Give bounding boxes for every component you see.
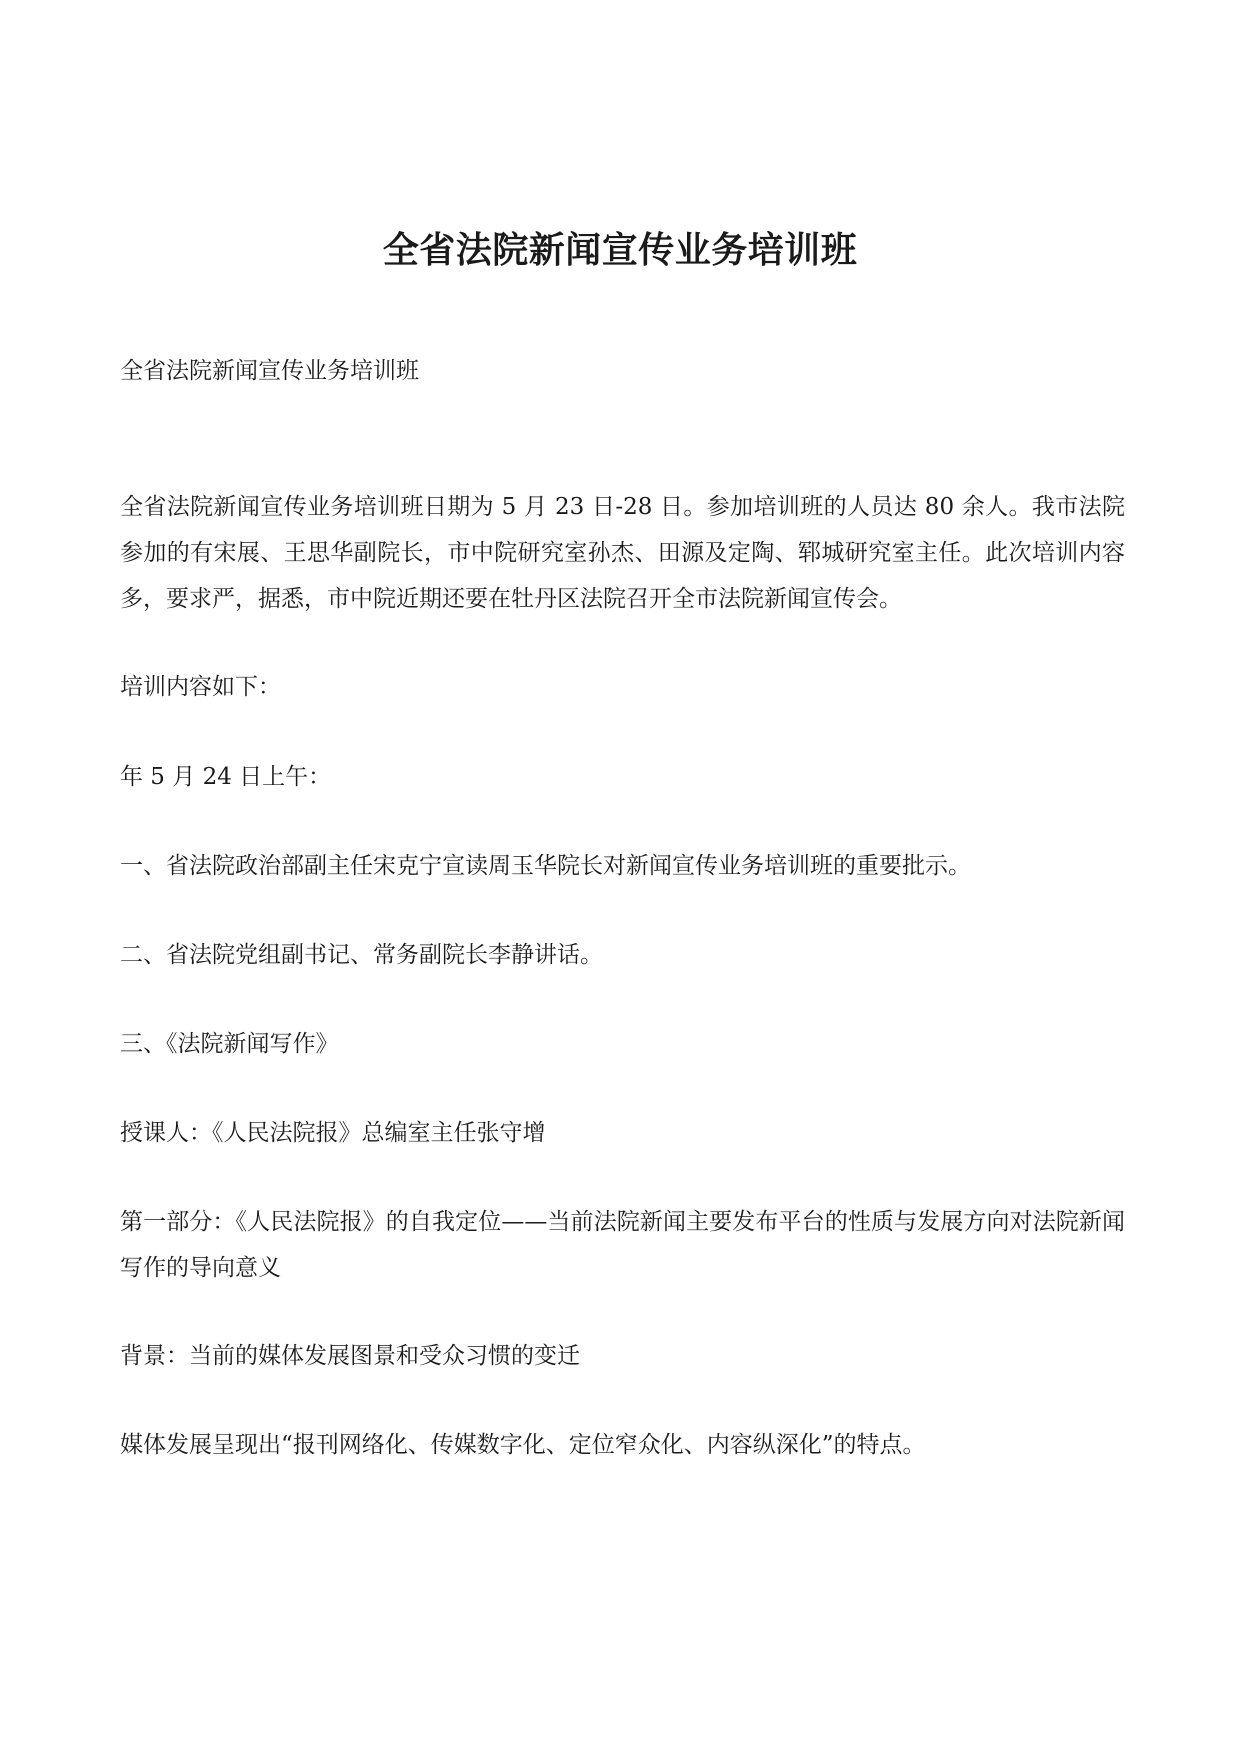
subtitle-paragraph: 全省法院新闻宣传业务培训班 bbox=[120, 358, 419, 384]
media-trend-paragraph: 媒体发展呈现出“报刊网络化、传媒数字化、定位窄众化、内容纵深化”的特点。 bbox=[120, 1432, 926, 1458]
training-content-heading: 培训内容如下： bbox=[120, 674, 281, 700]
date-heading: 年 5 月 24 日上午： bbox=[120, 764, 332, 790]
intro-paragraph: 全省法院新闻宣传业务培训班日期为 5 月 23 日-28 日。参加培训班的人员达 80 余人。我市法院参加的有宋展、王思华副院长，市中院研究室孙杰、田源及定陶、郓城研究室主任。此次培训内容多，要求严，据悉，市中院近期还要在牡丹区法院召开全市法院新闻宣传会。 bbox=[120, 494, 1125, 612]
item-three-paragraph: 三、《法院新闻写作》 bbox=[120, 1031, 339, 1057]
document-title: 全省法院新闻宣传业务培训班 bbox=[382, 230, 858, 271]
part-one-paragraph: 第一部分：《人民法院报》的自我定位——当前法院新闻主要发布平台的性质与发展方向对法院新闻写作的导向意义 bbox=[120, 1209, 1125, 1281]
item-two-paragraph: 二、省法院党组副书记、常务副院长李静讲话。 bbox=[120, 942, 603, 968]
item-one-paragraph: 一、省法院政治部副主任宋克宁宣读周玉华院长对新闻宣传业务培训班的重要批示。 bbox=[120, 853, 971, 879]
lecturer-paragraph: 授课人：《人民法院报》总编室主任张守增 bbox=[120, 1120, 546, 1146]
background-paragraph: 背景：当前的媒体发展图景和受众习惯的变迁 bbox=[120, 1343, 580, 1369]
